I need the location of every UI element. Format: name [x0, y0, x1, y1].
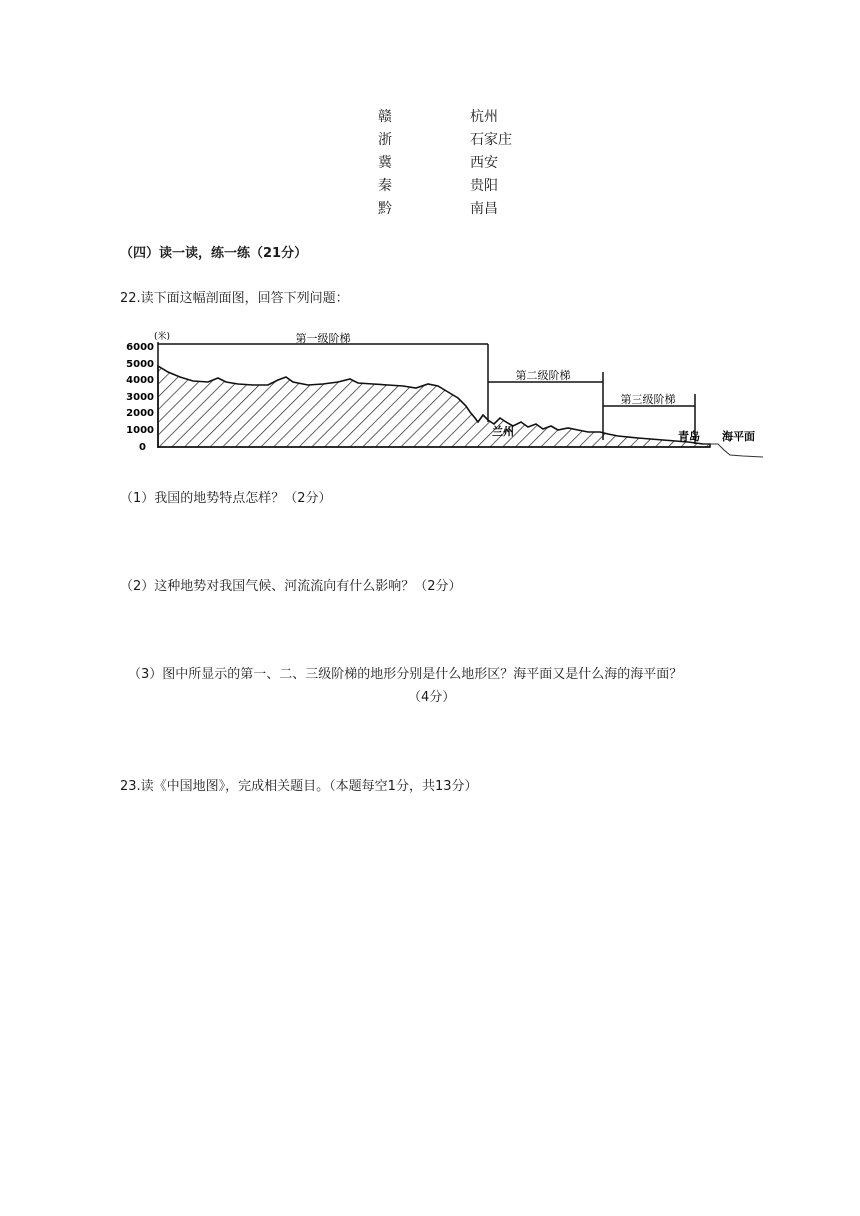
match-row	[378, 152, 538, 175]
question-22-part-3: （3）图中所显示的第一、二、三级阶梯的地形分别是什么地形区？海平面又是什么海的海平面？	[128, 667, 683, 682]
y-tick-label: 3000	[126, 392, 154, 403]
y-tick-label: 4000	[126, 375, 154, 386]
question-22-stem: 22.读下面这幅剖面图，回答下列问题：	[120, 291, 349, 306]
y-tick-label: 1000	[126, 425, 154, 436]
y-tick-label: 5000	[126, 359, 154, 370]
sea-level-label: 海平面	[722, 430, 755, 443]
y-tick-label: 6000	[126, 342, 154, 353]
province-abbr: 秦	[378, 178, 392, 194]
match-row	[378, 129, 538, 152]
step-3-label: 第三级阶梯	[620, 393, 676, 406]
question-22-part-3-score: （4分）	[408, 690, 456, 705]
match-row	[378, 198, 538, 221]
province-abbr: 浙	[378, 132, 392, 148]
y-tick-label: 0	[139, 442, 146, 453]
question-22-part-2: （2）这种地势对我国气候、河流流向有什么影响？（2分）	[120, 579, 462, 594]
match-row	[378, 175, 538, 198]
capital-city: 石家庄	[470, 132, 512, 148]
capital-city: 贵阳	[470, 178, 498, 194]
province-abbr: 赣	[378, 109, 392, 125]
lanzhou-label: 兰州	[492, 425, 514, 438]
question-23-stem: 23.读《中国地图》，完成相关题目。（本题每空1分，共13分）	[120, 779, 478, 794]
y-unit-label: (米)	[154, 332, 171, 342]
step-1-label: 第一级阶梯	[295, 332, 351, 345]
question-22-part-1: （1）我国的地势特点怎样？（2分）	[120, 491, 332, 506]
capital-city: 西安	[470, 155, 498, 171]
step-2-label: 第二级阶梯	[515, 369, 571, 382]
qingdao-label: 青岛	[678, 430, 700, 443]
province-abbr: 冀	[378, 155, 392, 171]
y-tick-label: 2000	[126, 408, 154, 419]
province-abbr: 黔	[378, 201, 392, 217]
capital-city: 杭州	[470, 109, 498, 125]
terrain-cross-section	[118, 322, 778, 462]
capital-city: 南昌	[470, 201, 498, 217]
match-row	[378, 106, 538, 129]
section-heading: （四）读一读，练一练（21分）	[120, 246, 308, 261]
